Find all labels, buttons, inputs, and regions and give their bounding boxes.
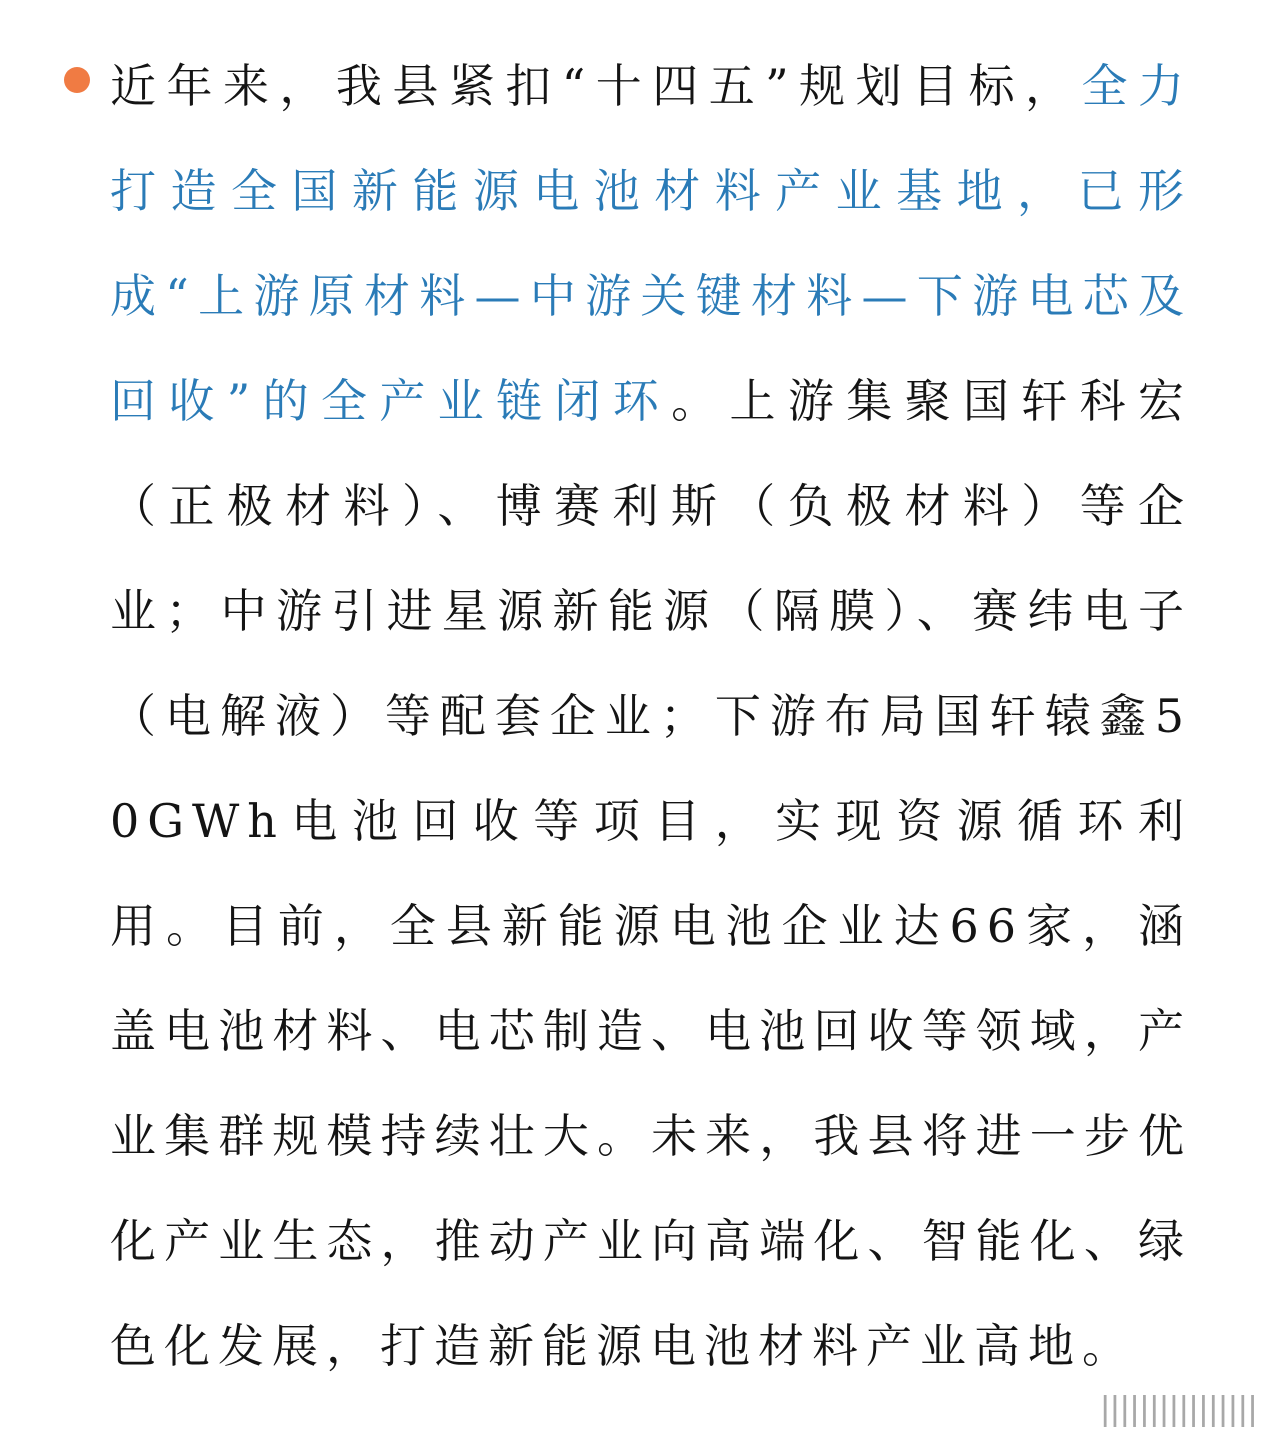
watermark-logo: ||||||||||||||||	[1100, 1390, 1258, 1428]
article-paragraph	[110, 34, 1192, 1399]
highlighted-text: 全力打造全国新能源电池材料产业基地，已形成“上游原材料—中游关键材料—下游电芯及回收”的全产业链闭环	[110, 59, 1192, 428]
paragraph-body: 。上游集聚国轩科宏（正极材料）、博赛利斯（负极材料）等企业；中游引进星源新能源（隔膜）、赛纬电子（电解液）等配套企业；下游布局国轩辕鑫50GWh电池回收等项目，实现资源循环利用。目前，全县新能源电池企业达66家，涵盖电池材料、电芯制造、电池回收等领域，产业集群规模持续壮大。未来，我县将进一步优化产业生态，推动产业向高端化、智能化、绿色化发展，打造新能源电池材料产业高地。	[110, 374, 1192, 1373]
bullet-dot-icon	[64, 67, 90, 93]
paragraph-intro: 近年来，我县紧扣“十四五”规划目标，	[110, 59, 1082, 113]
